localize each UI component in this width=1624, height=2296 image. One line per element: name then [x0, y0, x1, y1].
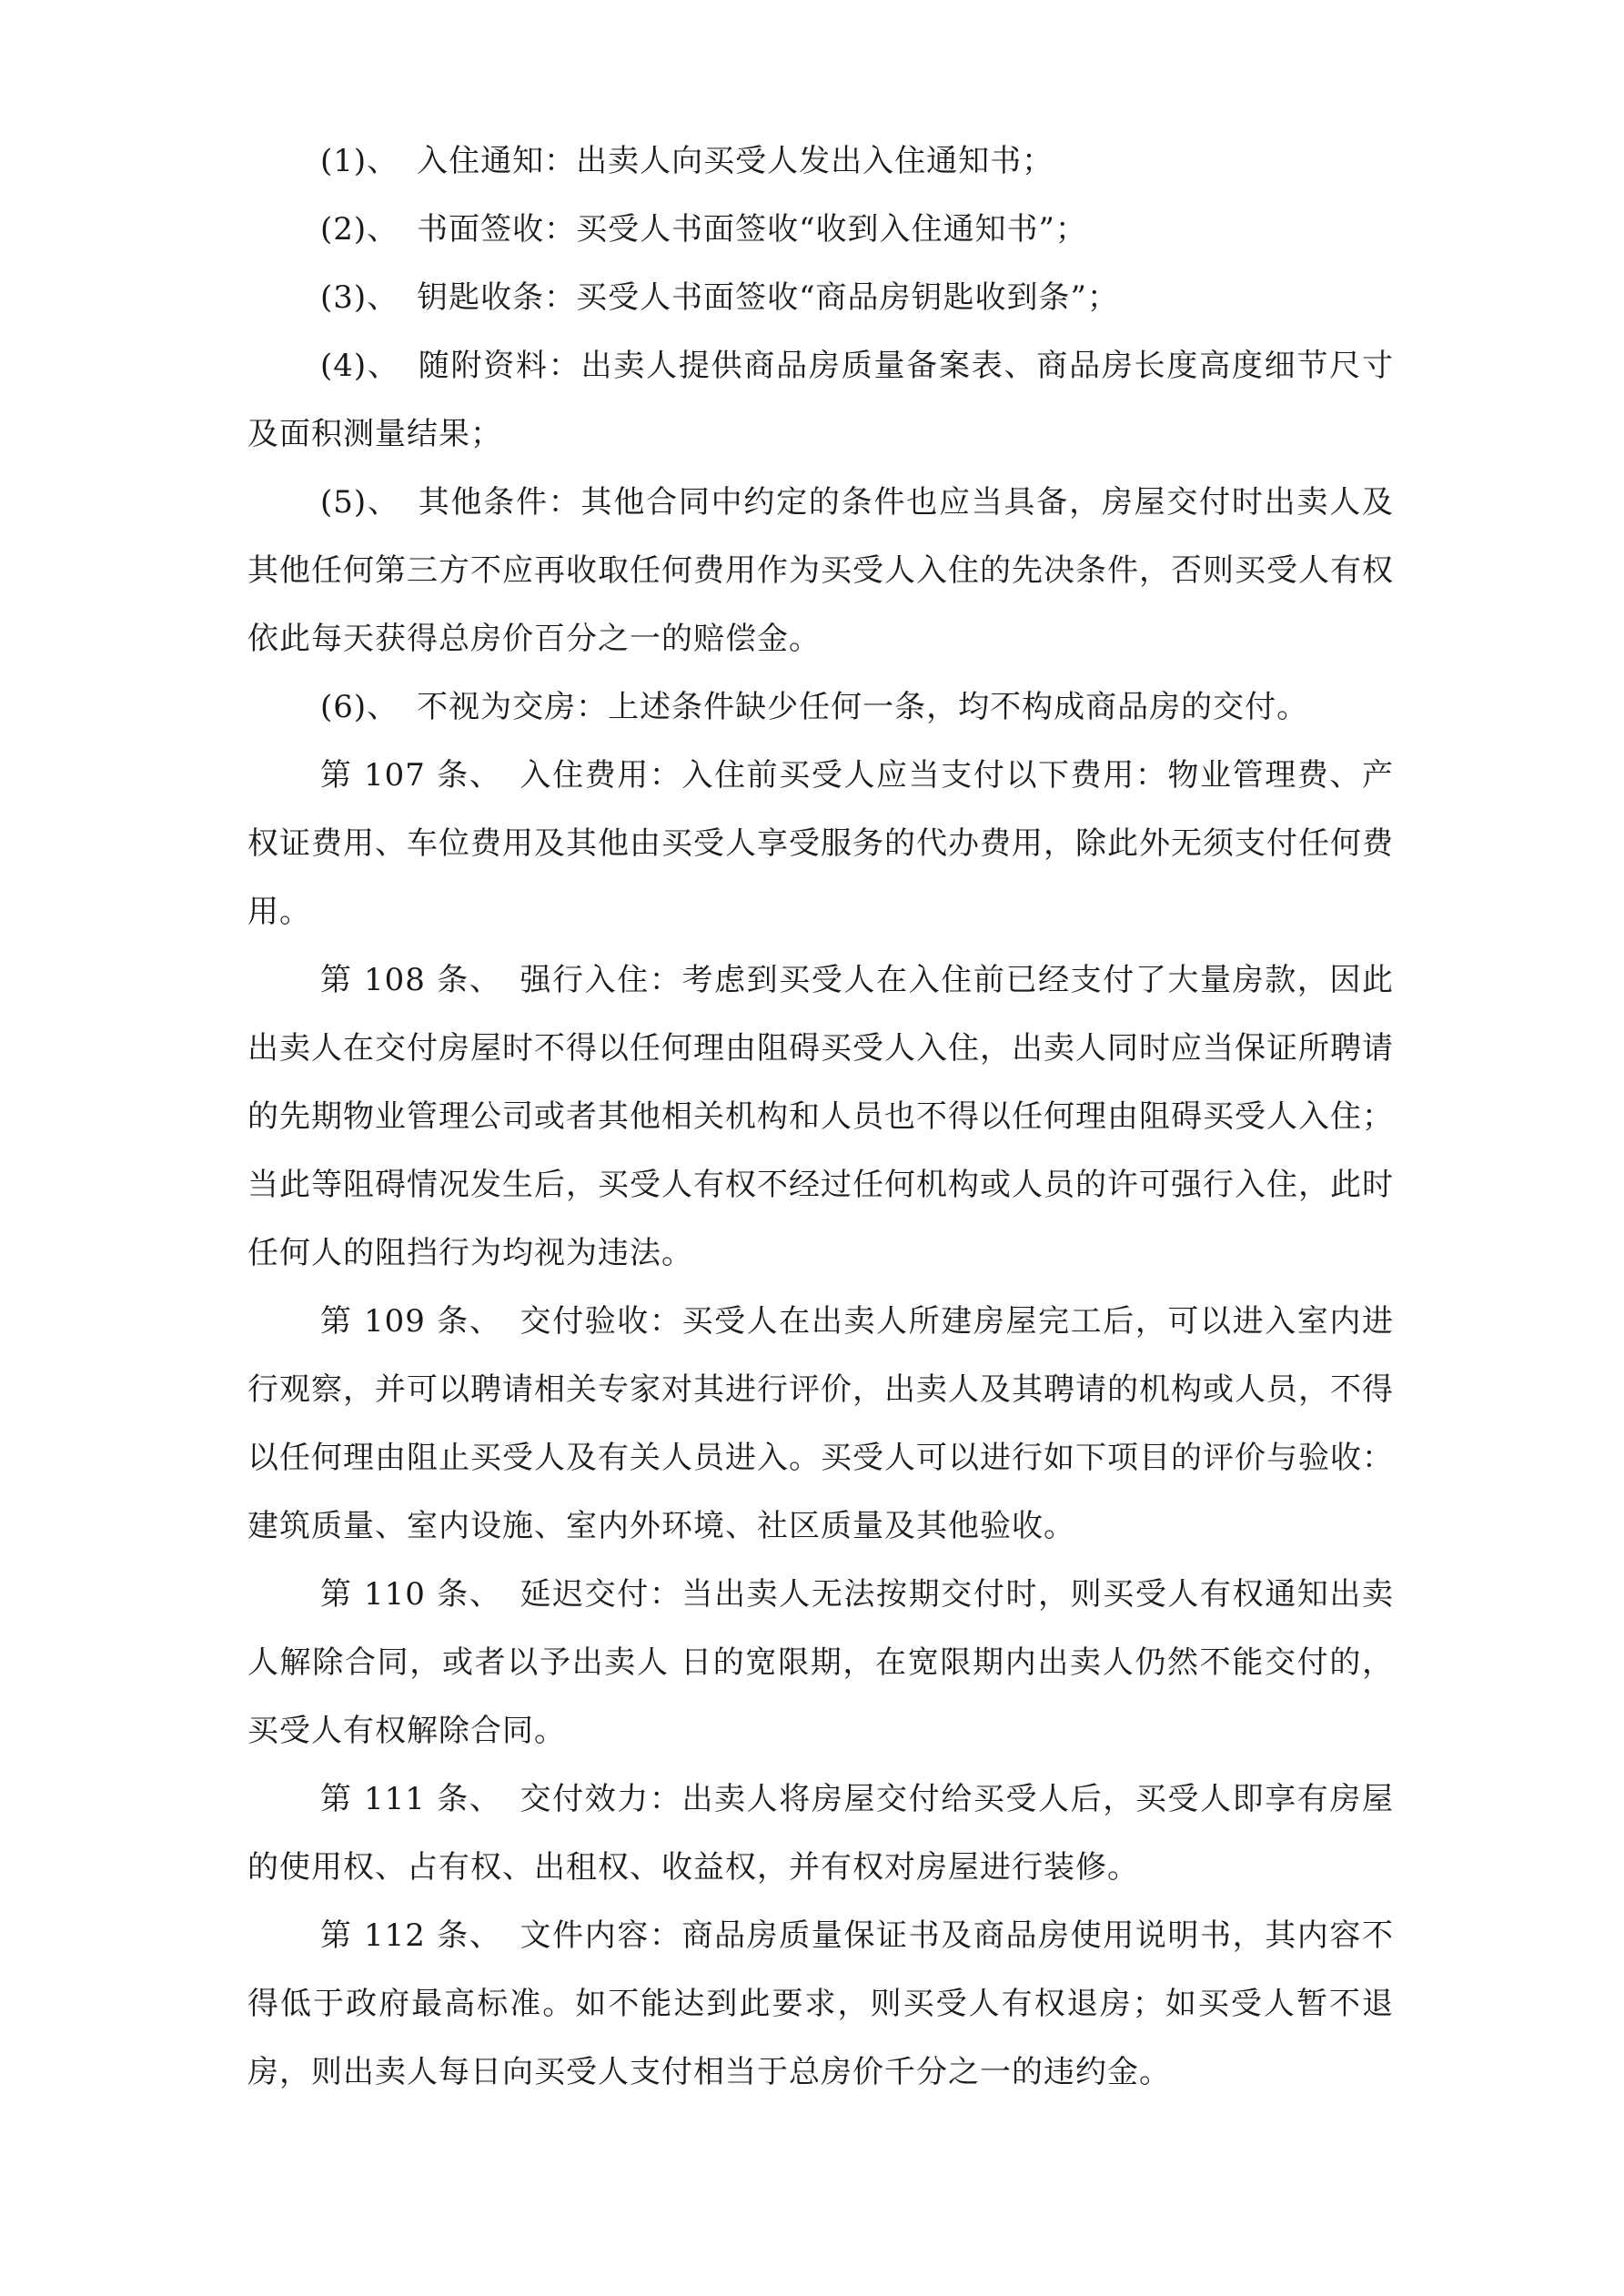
clause-number: (5)、	[320, 484, 400, 521]
article-107	[247, 742, 1394, 946]
article-number: 第 108 条、	[320, 962, 502, 998]
clause-item-1	[247, 127, 1394, 196]
clause-text: 入住通知：出卖人向买受人发出入住通知书；	[417, 143, 1054, 179]
article-number: 第 107 条、	[320, 757, 502, 794]
clause-number: (1)、	[320, 143, 399, 179]
article-text: 强行入住：考虑到买受人在入住前已经支付了大量房款，因此出卖人在交付房屋时不得以任何理由阻碍买受人入住，出卖人同时应当保证所聘请的先期物业管理公司或者其他相关机构和人员也不得以任何理由阻碍买受人入住；当此等阻碍情况发生后，买受人有权不经过任何机构或人员的许可强行入住，此时任何人的阻挡行为均视为违法。	[247, 962, 1395, 1271]
clause-number: (3)、	[320, 279, 399, 316]
clause-text: 不视为交房：上述条件缺少任何一条，均不构成商品房的交付。	[417, 689, 1309, 725]
clause-text: 钥匙收条：买受人书面签收“商品房钥匙收到条”；	[417, 279, 1119, 316]
article-number: 第 110 条、	[320, 1576, 502, 1613]
article-number: 第 109 条、	[320, 1303, 502, 1340]
clause-item-3	[247, 264, 1394, 332]
article-112	[247, 1902, 1394, 2107]
article-109	[247, 1288, 1394, 1561]
document-page	[247, 127, 1394, 2107]
clause-number: (6)、	[320, 689, 399, 725]
clause-text: 书面签收：买受人书面签收“收到入住通知书”；	[417, 211, 1087, 248]
article-text: 文件内容：商品房质量保证书及商品房使用说明书，其内容不得低于政府最高标准。如不能达到此要求，则买受人有权退房；如买受人暂不退房，则出卖人每日向买受人支付相当于总房价千分之一的违约金。	[247, 1917, 1395, 2090]
article-111	[247, 1765, 1394, 1902]
article-text: 入住费用：入住前买受人应当支付以下费用：物业管理费、产权证费用、车位费用及其他由买受人享受服务的代办费用，除此外无须支付任何费用。	[247, 757, 1395, 930]
article-text: 交付效力：出卖人将房屋交付给买受人后，买受人即享有房屋的使用权、占有权、出租权、收益权，并有权对房屋进行装修。	[247, 1781, 1395, 1886]
clause-item-6	[247, 673, 1394, 742]
article-text: 延迟交付：当出卖人无法按期交付时，则买受人有权通知出卖人解除合同，或者以予出卖人 日的宽限期，在宽限期内出卖人仍然不能交付的，买受人有权解除合同。	[247, 1576, 1395, 1749]
article-number: 第 111 条、	[320, 1781, 502, 1817]
clause-number: (2)、	[320, 211, 399, 248]
clause-item-2	[247, 196, 1394, 264]
article-108	[247, 946, 1394, 1288]
article-text: 交付验收：买受人在出卖人所建房屋完工后，可以进入室内进行观察，并可以聘请相关专家对其进行评价，出卖人及其聘请的机构或人员，不得以任何理由阻止买受人及有关人员进入。买受人可以进行如下项目的评价与验收：建筑质量、室内设施、室内外环境、社区质量及其他验收。	[247, 1303, 1395, 1544]
article-number: 第 112 条、	[320, 1917, 502, 1954]
clause-text: 随附资料：出卖人提供商品房质量备案表、商品房长度高度细节尺寸及面积测量结果；	[247, 348, 1394, 452]
clause-item-5	[247, 469, 1394, 673]
clause-number: (4)、	[320, 348, 400, 384]
article-110	[247, 1561, 1394, 1765]
clause-item-4	[247, 332, 1394, 469]
clause-text: 其他条件：其他合同中约定的条件也应当具备，房屋交付时出卖人及其他任何第三方不应再收取任何费用作为买受人入住的先决条件，否则买受人有权依此每天获得总房价百分之一的赔偿金。	[247, 484, 1394, 657]
